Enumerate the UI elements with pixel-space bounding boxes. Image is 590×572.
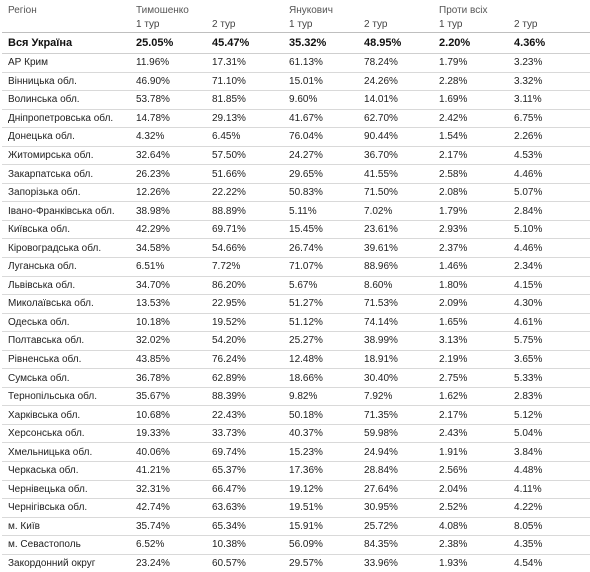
region-name-cell: Київська обл. [2, 220, 130, 239]
percent-cell: 25.27% [283, 332, 358, 351]
table-row [2, 91, 590, 110]
percent-cell: 10.68% [130, 406, 206, 425]
region-name-cell: Одеська обл. [2, 313, 130, 332]
round-1-header: 1 тур [283, 16, 358, 33]
percent-cell: 40.37% [283, 424, 358, 443]
total-region-cell: Вся Україна [2, 33, 130, 54]
region-name-cell: Волинська обл. [2, 91, 130, 110]
percent-cell: 26.23% [130, 165, 206, 184]
table-row [2, 220, 590, 239]
region-name-cell: Рівненська обл. [2, 350, 130, 369]
percent-cell: 12.48% [283, 350, 358, 369]
percent-cell: 2.84% [508, 202, 590, 221]
percent-cell: 4.53% [508, 146, 590, 165]
percent-cell: 1.46% [433, 258, 508, 277]
percent-cell: 5.75% [508, 332, 590, 351]
percent-cell: 38.98% [130, 202, 206, 221]
percent-cell: 1.91% [433, 443, 508, 462]
percent-cell: 9.82% [283, 387, 358, 406]
percent-cell: 1.62% [433, 387, 508, 406]
percent-cell: 57.50% [206, 146, 283, 165]
percent-cell: 15.23% [283, 443, 358, 462]
region-name-cell: Луганська обл. [2, 258, 130, 277]
percent-cell: 4.46% [508, 165, 590, 184]
percent-cell: 41.21% [130, 462, 206, 481]
percent-cell: 81.85% [206, 91, 283, 110]
percent-cell: 3.11% [508, 91, 590, 110]
percent-cell: 14.01% [358, 91, 433, 110]
percent-cell: 18.66% [283, 369, 358, 388]
percent-cell: 32.64% [130, 146, 206, 165]
percent-cell: 40.06% [130, 443, 206, 462]
percent-cell: 3.84% [508, 443, 590, 462]
percent-cell: 2.28% [433, 72, 508, 91]
percent-cell: 32.02% [130, 332, 206, 351]
percent-cell: 41.55% [358, 165, 433, 184]
round-2-header: 2 тур [508, 16, 590, 33]
percent-cell: 15.01% [283, 72, 358, 91]
table-row [2, 332, 590, 351]
percent-cell: 51.12% [283, 313, 358, 332]
percent-cell: 53.78% [130, 91, 206, 110]
table-row [2, 165, 590, 184]
percent-cell: 4.22% [508, 499, 590, 518]
percent-cell: 10.18% [130, 313, 206, 332]
percent-cell: 34.70% [130, 276, 206, 295]
table-body [2, 33, 590, 572]
percent-cell: 36.70% [358, 146, 433, 165]
percent-cell: 2.43% [433, 424, 508, 443]
percent-cell: 7.02% [358, 202, 433, 221]
percent-cell: 5.67% [283, 276, 358, 295]
percent-cell: 56.09% [283, 536, 358, 555]
percent-cell: 42.74% [130, 499, 206, 518]
region-name-cell: Львівська обл. [2, 276, 130, 295]
percent-cell: 69.74% [206, 443, 283, 462]
candidate-header-against-all: Проти всіх [433, 0, 590, 16]
percent-cell: 6.52% [130, 536, 206, 555]
table-row [2, 276, 590, 295]
region-name-cell: Полтавська обл. [2, 332, 130, 351]
percent-cell: 50.18% [283, 406, 358, 425]
percent-cell: 33.73% [206, 424, 283, 443]
percent-cell: 6.45% [206, 128, 283, 147]
percent-cell: 1.79% [433, 202, 508, 221]
percent-cell: 32.31% [130, 480, 206, 499]
table-row [2, 202, 590, 221]
percent-cell: 2.17% [433, 146, 508, 165]
region-name-cell: Миколаївська обл. [2, 295, 130, 314]
percent-cell: 84.35% [358, 536, 433, 555]
percent-cell: 8.05% [508, 517, 590, 536]
percent-cell: 1.54% [433, 128, 508, 147]
percent-cell: 2.58% [433, 165, 508, 184]
table-row [2, 480, 590, 499]
percent-cell: 6.75% [508, 109, 590, 128]
region-name-cell: Івано-Франківська обл. [2, 202, 130, 221]
percent-cell: 13.53% [130, 295, 206, 314]
table-row [2, 462, 590, 481]
percent-cell: 71.07% [283, 258, 358, 277]
percent-cell: 60.57% [206, 554, 283, 572]
percent-cell: 22.95% [206, 295, 283, 314]
percent-cell: 63.63% [206, 499, 283, 518]
percent-cell: 28.84% [358, 462, 433, 481]
percent-cell: 2.38% [433, 536, 508, 555]
percent-cell: 5.04% [508, 424, 590, 443]
percent-cell: 88.89% [206, 202, 283, 221]
table-row [2, 54, 590, 73]
total-value-cell: 2.20% [433, 33, 508, 54]
percent-cell: 4.11% [508, 480, 590, 499]
percent-cell: 74.14% [358, 313, 433, 332]
total-value-cell: 45.47% [206, 33, 283, 54]
table-row [2, 239, 590, 258]
percent-cell: 15.91% [283, 517, 358, 536]
percent-cell: 71.10% [206, 72, 283, 91]
table-row [2, 128, 590, 147]
percent-cell: 17.36% [283, 462, 358, 481]
percent-cell: 51.27% [283, 295, 358, 314]
percent-cell: 3.23% [508, 54, 590, 73]
region-name-cell: Вінницька обл. [2, 72, 130, 91]
percent-cell: 2.34% [508, 258, 590, 277]
region-name-cell: Закордонний округ [2, 554, 130, 572]
percent-cell: 35.74% [130, 517, 206, 536]
percent-cell: 62.89% [206, 369, 283, 388]
percent-cell: 2.17% [433, 406, 508, 425]
percent-cell: 30.95% [358, 499, 433, 518]
percent-cell: 1.79% [433, 54, 508, 73]
percent-cell: 18.91% [358, 350, 433, 369]
percent-cell: 86.20% [206, 276, 283, 295]
percent-cell: 26.74% [283, 239, 358, 258]
table-row [2, 424, 590, 443]
percent-cell: 4.30% [508, 295, 590, 314]
percent-cell: 41.67% [283, 109, 358, 128]
region-name-cell: Черкаська обл. [2, 462, 130, 481]
round-2-header: 2 тур [206, 16, 283, 33]
percent-cell: 14.78% [130, 109, 206, 128]
percent-cell: 65.34% [206, 517, 283, 536]
percent-cell: 4.35% [508, 536, 590, 555]
percent-cell: 9.60% [283, 91, 358, 110]
region-name-cell: Запорізька обл. [2, 183, 130, 202]
region-name-cell: Житомирська обл. [2, 146, 130, 165]
percent-cell: 88.96% [358, 258, 433, 277]
percent-cell: 76.04% [283, 128, 358, 147]
region-name-cell: Чернівецька обл. [2, 480, 130, 499]
round-2-header: 2 тур [358, 16, 433, 33]
table-row [2, 517, 590, 536]
round-1-header: 1 тур [130, 16, 206, 33]
percent-cell: 17.31% [206, 54, 283, 73]
percent-cell: 2.56% [433, 462, 508, 481]
percent-cell: 4.48% [508, 462, 590, 481]
percent-cell: 2.19% [433, 350, 508, 369]
percent-cell: 71.35% [358, 406, 433, 425]
percent-cell: 8.60% [358, 276, 433, 295]
region-name-cell: Кіровоградська обл. [2, 239, 130, 258]
header-row-candidates [2, 0, 590, 16]
table-row [2, 443, 590, 462]
percent-cell: 90.44% [358, 128, 433, 147]
region-name-cell: Донецька обл. [2, 128, 130, 147]
table-row [2, 313, 590, 332]
percent-cell: 71.53% [358, 295, 433, 314]
percent-cell: 22.43% [206, 406, 283, 425]
percent-cell: 3.32% [508, 72, 590, 91]
percent-cell: 19.52% [206, 313, 283, 332]
percent-cell: 2.75% [433, 369, 508, 388]
round-1-header: 1 тур [433, 16, 508, 33]
percent-cell: 1.69% [433, 91, 508, 110]
total-row [2, 33, 590, 54]
percent-cell: 2.08% [433, 183, 508, 202]
percent-cell: 54.20% [206, 332, 283, 351]
percent-cell: 1.65% [433, 313, 508, 332]
percent-cell: 2.42% [433, 109, 508, 128]
percent-cell: 3.13% [433, 332, 508, 351]
percent-cell: 1.93% [433, 554, 508, 572]
percent-cell: 27.64% [358, 480, 433, 499]
percent-cell: 29.65% [283, 165, 358, 184]
table-row [2, 295, 590, 314]
region-name-cell: Дніпропетровська обл. [2, 109, 130, 128]
percent-cell: 29.13% [206, 109, 283, 128]
percent-cell: 54.66% [206, 239, 283, 258]
table-row [2, 554, 590, 572]
table-row [2, 258, 590, 277]
percent-cell: 62.70% [358, 109, 433, 128]
percent-cell: 23.24% [130, 554, 206, 572]
total-value-cell: 35.32% [283, 33, 358, 54]
percent-cell: 19.51% [283, 499, 358, 518]
region-name-cell: м. Київ [2, 517, 130, 536]
region-name-cell: Закарпатська обл. [2, 165, 130, 184]
total-value-cell: 25.05% [130, 33, 206, 54]
percent-cell: 51.66% [206, 165, 283, 184]
percent-cell: 11.96% [130, 54, 206, 73]
table-row [2, 183, 590, 202]
percent-cell: 4.54% [508, 554, 590, 572]
percent-cell: 38.99% [358, 332, 433, 351]
percent-cell: 2.52% [433, 499, 508, 518]
percent-cell: 29.57% [283, 554, 358, 572]
percent-cell: 5.10% [508, 220, 590, 239]
percent-cell: 6.51% [130, 258, 206, 277]
percent-cell: 30.40% [358, 369, 433, 388]
candidate-header-tymoshenko: Тимошенко [130, 0, 283, 16]
percent-cell: 5.07% [508, 183, 590, 202]
percent-cell: 5.11% [283, 202, 358, 221]
percent-cell: 19.12% [283, 480, 358, 499]
region-name-cell: АР Крим [2, 54, 130, 73]
percent-cell: 39.61% [358, 239, 433, 258]
percent-cell: 2.09% [433, 295, 508, 314]
percent-cell: 50.83% [283, 183, 358, 202]
percent-cell: 4.32% [130, 128, 206, 147]
percent-cell: 2.93% [433, 220, 508, 239]
percent-cell: 2.83% [508, 387, 590, 406]
election-results-table [2, 0, 590, 572]
table-row [2, 109, 590, 128]
percent-cell: 15.45% [283, 220, 358, 239]
region-column-header: Регіон [2, 0, 130, 16]
percent-cell: 2.37% [433, 239, 508, 258]
percent-cell: 46.90% [130, 72, 206, 91]
percent-cell: 24.94% [358, 443, 433, 462]
region-name-cell: Тернопільська обл. [2, 387, 130, 406]
percent-cell: 24.26% [358, 72, 433, 91]
table-row [2, 350, 590, 369]
percent-cell: 36.78% [130, 369, 206, 388]
candidate-header-yanukovych: Янукович [283, 0, 433, 16]
percent-cell: 23.61% [358, 220, 433, 239]
percent-cell: 7.92% [358, 387, 433, 406]
header-row-rounds [2, 16, 590, 33]
percent-cell: 42.29% [130, 220, 206, 239]
table-row [2, 387, 590, 406]
table-row [2, 369, 590, 388]
region-name-cell: Хмельницька обл. [2, 443, 130, 462]
total-value-cell: 48.95% [358, 33, 433, 54]
percent-cell: 2.26% [508, 128, 590, 147]
region-name-cell: м. Севастополь [2, 536, 130, 555]
percent-cell: 4.08% [433, 517, 508, 536]
table-row [2, 406, 590, 425]
table-row [2, 72, 590, 91]
table-row [2, 146, 590, 165]
percent-cell: 25.72% [358, 517, 433, 536]
percent-cell: 5.12% [508, 406, 590, 425]
percent-cell: 19.33% [130, 424, 206, 443]
percent-cell: 1.80% [433, 276, 508, 295]
percent-cell: 4.61% [508, 313, 590, 332]
percent-cell: 24.27% [283, 146, 358, 165]
percent-cell: 88.39% [206, 387, 283, 406]
percent-cell: 69.71% [206, 220, 283, 239]
percent-cell: 4.46% [508, 239, 590, 258]
percent-cell: 34.58% [130, 239, 206, 258]
region-name-cell: Чернігівська обл. [2, 499, 130, 518]
percent-cell: 12.26% [130, 183, 206, 202]
percent-cell: 22.22% [206, 183, 283, 202]
percent-cell: 43.85% [130, 350, 206, 369]
percent-cell: 35.67% [130, 387, 206, 406]
percent-cell: 4.15% [508, 276, 590, 295]
table-row [2, 536, 590, 555]
percent-cell: 78.24% [358, 54, 433, 73]
region-name-cell: Херсонська обл. [2, 424, 130, 443]
percent-cell: 65.37% [206, 462, 283, 481]
percent-cell: 33.96% [358, 554, 433, 572]
table-row [2, 499, 590, 518]
percent-cell: 61.13% [283, 54, 358, 73]
percent-cell: 3.65% [508, 350, 590, 369]
percent-cell: 7.72% [206, 258, 283, 277]
percent-cell: 76.24% [206, 350, 283, 369]
percent-cell: 5.33% [508, 369, 590, 388]
percent-cell: 2.04% [433, 480, 508, 499]
percent-cell: 10.38% [206, 536, 283, 555]
region-name-cell: Харківська обл. [2, 406, 130, 425]
total-value-cell: 4.36% [508, 33, 590, 54]
percent-cell: 59.98% [358, 424, 433, 443]
percent-cell: 66.47% [206, 480, 283, 499]
region-name-cell: Сумська обл. [2, 369, 130, 388]
percent-cell: 71.50% [358, 183, 433, 202]
